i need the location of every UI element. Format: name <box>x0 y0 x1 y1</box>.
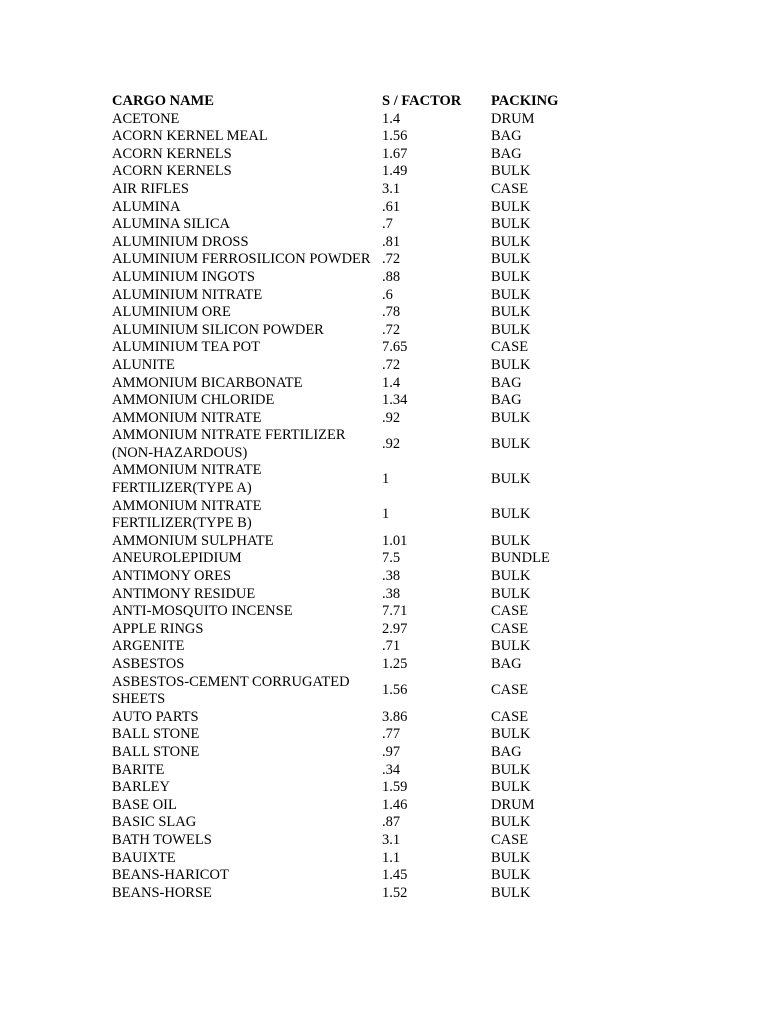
stowage-factor-cell: 1.4 <box>382 374 401 391</box>
packing-cell: BULK <box>491 233 531 250</box>
stowage-factor-cell: 1.01 <box>382 532 408 549</box>
stowage-factor-cell: .87 <box>382 814 401 831</box>
table-row <box>112 638 592 656</box>
stowage-factor-cell: 1 <box>382 506 390 523</box>
packing-cell: BULK <box>491 568 531 585</box>
packing-cell: BAG <box>491 128 522 145</box>
table-row <box>112 128 592 146</box>
cargo-name-cell: ASBESTOS-CEMENT CORRUGATED SHEETS <box>112 673 350 708</box>
cargo-name-cell: BARLEY <box>112 779 170 796</box>
stowage-factor-cell: .71 <box>382 638 401 655</box>
table-row <box>112 621 592 639</box>
packing-cell: BAG <box>491 743 522 760</box>
packing-cell: CASE <box>491 831 529 848</box>
table-row <box>112 146 592 164</box>
stowage-factor-cell: .38 <box>382 585 401 602</box>
stowage-factor-cell: 1.49 <box>382 163 408 180</box>
stowage-factor-cell: .61 <box>382 198 401 215</box>
packing-cell: CASE <box>491 180 529 197</box>
cargo-name-cell: BASE OIL <box>112 796 177 813</box>
table-row <box>112 797 592 815</box>
table-row <box>112 498 592 533</box>
packing-cell: BULK <box>491 163 531 180</box>
cargo-table <box>112 93 592 902</box>
table-row <box>112 111 592 129</box>
packing-cell: DRUM <box>491 110 535 127</box>
table-row <box>112 586 592 604</box>
cargo-name-cell: BALL STONE <box>112 726 200 743</box>
cargo-name-cell: ALUMINIUM FERROSILICON POWDER <box>112 251 371 268</box>
stowage-factor-cell: 1.45 <box>382 867 408 884</box>
stowage-factor-cell: 1.1 <box>382 849 401 866</box>
table-header <box>112 93 592 111</box>
packing-cell: BULK <box>491 761 531 778</box>
stowage-factor-cell: .78 <box>382 304 401 321</box>
table-row <box>112 779 592 797</box>
cargo-name-cell: AMMONIUM CHLORIDE <box>112 392 275 409</box>
stowage-factor-cell: .7 <box>382 216 393 233</box>
table-row <box>112 287 592 305</box>
packing-cell: BULK <box>491 436 531 453</box>
packing-cell: BULK <box>491 251 531 268</box>
header-packing: PACKING <box>491 93 559 109</box>
cargo-name-cell: ANEUROLEPIDIUM <box>112 550 242 567</box>
header-cargo-name: CARGO NAME <box>112 93 214 109</box>
packing-cell: BULK <box>491 638 531 655</box>
cargo-name-cell: ANTI-MOSQUITO INCENSE <box>112 603 293 620</box>
table-row <box>112 163 592 181</box>
packing-cell: BULK <box>491 471 531 488</box>
cargo-name-cell: ACORN KERNEL MEAL <box>112 128 268 145</box>
stowage-factor-cell: 1.52 <box>382 884 408 901</box>
cargo-name-cell: BALL STONE <box>112 743 200 760</box>
packing-cell: BAG <box>491 145 522 162</box>
cargo-name-cell: ACORN KERNELS <box>112 163 232 180</box>
stowage-factor-cell: .81 <box>382 233 401 250</box>
table-row <box>112 550 592 568</box>
stowage-factor-cell: 1.46 <box>382 796 408 813</box>
table-row <box>112 251 592 269</box>
packing-cell: BULK <box>491 585 531 602</box>
packing-cell: BULK <box>491 884 531 901</box>
packing-cell: CASE <box>491 682 529 699</box>
stowage-factor-cell: .97 <box>382 743 401 760</box>
cargo-name-cell: ARGENITE <box>112 638 185 655</box>
stowage-factor-cell: 7.65 <box>382 339 408 356</box>
cargo-name-cell: ALUMINIUM INGOTS <box>112 268 255 285</box>
stowage-factor-cell: 1.67 <box>382 145 408 162</box>
stowage-factor-cell: .72 <box>382 251 401 268</box>
table-row <box>112 392 592 410</box>
table-row <box>112 357 592 375</box>
stowage-factor-cell: .72 <box>382 321 401 338</box>
packing-cell: BULK <box>491 216 531 233</box>
stowage-factor-cell: .92 <box>382 436 401 453</box>
header-row <box>112 93 592 111</box>
packing-cell: BULK <box>491 286 531 303</box>
cargo-name-cell: ALUMINIUM ORE <box>112 304 231 321</box>
table-row <box>112 814 592 832</box>
stowage-factor-cell: 3.86 <box>382 708 408 725</box>
stowage-factor-cell: 2.97 <box>382 620 408 637</box>
table-row <box>112 603 592 621</box>
stowage-factor-cell: .88 <box>382 268 401 285</box>
table-row <box>112 867 592 885</box>
packing-cell: BULK <box>491 304 531 321</box>
table-row <box>112 726 592 744</box>
stowage-factor-cell: .92 <box>382 409 401 426</box>
cargo-name-cell: AMMONIUM NITRATE <box>112 409 262 426</box>
table-row <box>112 339 592 357</box>
packing-cell: CASE <box>491 708 529 725</box>
packing-cell: BUNDLE <box>491 550 550 567</box>
packing-cell: BULK <box>491 321 531 338</box>
cargo-name-cell: ALUNITE <box>112 356 175 373</box>
stowage-factor-cell: .72 <box>382 356 401 373</box>
table-row <box>112 181 592 199</box>
cargo-name-cell: BAUIXTE <box>112 849 176 866</box>
packing-cell: CASE <box>491 339 529 356</box>
stowage-factor-cell: .6 <box>382 286 393 303</box>
cargo-name-cell: AMMONIUM SULPHATE <box>112 532 274 549</box>
stowage-factor-cell: .34 <box>382 761 401 778</box>
stowage-factor-cell: .38 <box>382 568 401 585</box>
table-row <box>112 304 592 322</box>
stowage-factor-cell: 1.56 <box>382 682 408 699</box>
cargo-name-cell: AMMONIUM NITRATE FERTILIZER(TYPE A) <box>112 462 262 497</box>
cargo-name-cell: AMMONIUM NITRATE FERTILIZER (NON-HAZARDOUS) <box>112 427 346 461</box>
packing-cell: BULK <box>491 849 531 866</box>
stowage-factor-cell: 3.1 <box>382 180 401 197</box>
packing-cell: BULK <box>491 268 531 285</box>
table-row <box>112 656 592 674</box>
stowage-factor-cell: 7.5 <box>382 550 401 567</box>
packing-cell: BAG <box>491 656 522 672</box>
stowage-factor-cell: 7.71 <box>382 603 408 620</box>
packing-cell: BULK <box>491 726 531 743</box>
packing-cell: BULK <box>491 532 531 549</box>
packing-cell: CASE <box>491 603 529 620</box>
packing-cell: BULK <box>491 409 531 426</box>
cargo-name-cell: AMMONIUM NITRATE FERTILIZER(TYPE B) <box>112 497 262 532</box>
cargo-name-cell: AIR RIFLES <box>112 180 189 197</box>
cargo-name-cell: AUTO PARTS <box>112 708 199 725</box>
table-row <box>112 850 592 868</box>
table-row <box>112 234 592 252</box>
packing-cell: BAG <box>491 392 522 409</box>
cargo-name-cell: BEANS-HORSE <box>112 884 212 901</box>
table-row <box>112 199 592 217</box>
table-row <box>112 269 592 287</box>
packing-cell: BULK <box>491 779 531 796</box>
stowage-factor-cell: 3.1 <box>382 831 401 848</box>
packing-cell: CASE <box>491 620 529 637</box>
table-row <box>112 885 592 903</box>
packing-cell: BULK <box>491 867 531 884</box>
cargo-name-cell: BEANS-HARICOT <box>112 867 229 884</box>
cargo-name-cell: BATH TOWELS <box>112 831 212 848</box>
table-row <box>112 375 592 393</box>
cargo-name-cell: ALUMINA SILICA <box>112 216 231 233</box>
table-row <box>112 674 592 709</box>
table-row <box>112 832 592 850</box>
packing-cell: BULK <box>491 198 531 215</box>
table-row <box>112 216 592 234</box>
table-body <box>112 111 592 903</box>
packing-cell: BULK <box>491 356 531 373</box>
cargo-name-cell: APPLE RINGS <box>112 620 204 637</box>
packing-cell: DRUM <box>491 796 535 813</box>
table-row <box>112 322 592 340</box>
stowage-factor-cell: .77 <box>382 726 401 743</box>
cargo-name-cell: ASBESTOS <box>112 656 185 672</box>
cargo-name-cell: ALUMINIUM SILICON POWDER <box>112 321 324 338</box>
table-row <box>112 744 592 762</box>
table-row <box>112 568 592 586</box>
table-row <box>112 762 592 780</box>
stowage-factor-cell: 1.34 <box>382 392 408 409</box>
cargo-name-cell: AMMONIUM BICARBONATE <box>112 374 303 391</box>
stowage-factor-cell: 1.59 <box>382 779 408 796</box>
table-row <box>112 410 592 428</box>
table-row <box>112 533 592 551</box>
cargo-name-cell: ALUMINA <box>112 198 181 215</box>
cargo-name-cell: ANTIMONY ORES <box>112 568 232 585</box>
cargo-name-cell: BARITE <box>112 761 165 778</box>
header-s-factor: S / FACTOR <box>382 93 462 109</box>
cargo-name-cell: ALUMINIUM NITRATE <box>112 286 263 303</box>
cargo-name-cell: BASIC SLAG <box>112 814 197 831</box>
stowage-factor-cell: 1.56 <box>382 128 408 145</box>
cargo-name-cell: ALUMINIUM DROSS <box>112 233 249 250</box>
cargo-name-cell: ACORN KERNELS <box>112 145 232 162</box>
table-row <box>112 709 592 727</box>
table-row <box>112 427 592 462</box>
cargo-name-cell: ANTIMONY RESIDUE <box>112 585 256 602</box>
cargo-name-cell: ALUMINIUM TEA POT <box>112 339 260 356</box>
packing-cell: BAG <box>491 374 522 391</box>
stowage-factor-cell: 1.4 <box>382 110 401 127</box>
table-row <box>112 462 592 497</box>
packing-cell: BULK <box>491 506 531 523</box>
packing-cell: BULK <box>491 814 531 831</box>
stowage-factor-cell: 1 <box>382 471 390 488</box>
stowage-factor-cell: 1.25 <box>382 656 408 672</box>
cargo-name-cell: ACETONE <box>112 110 180 127</box>
